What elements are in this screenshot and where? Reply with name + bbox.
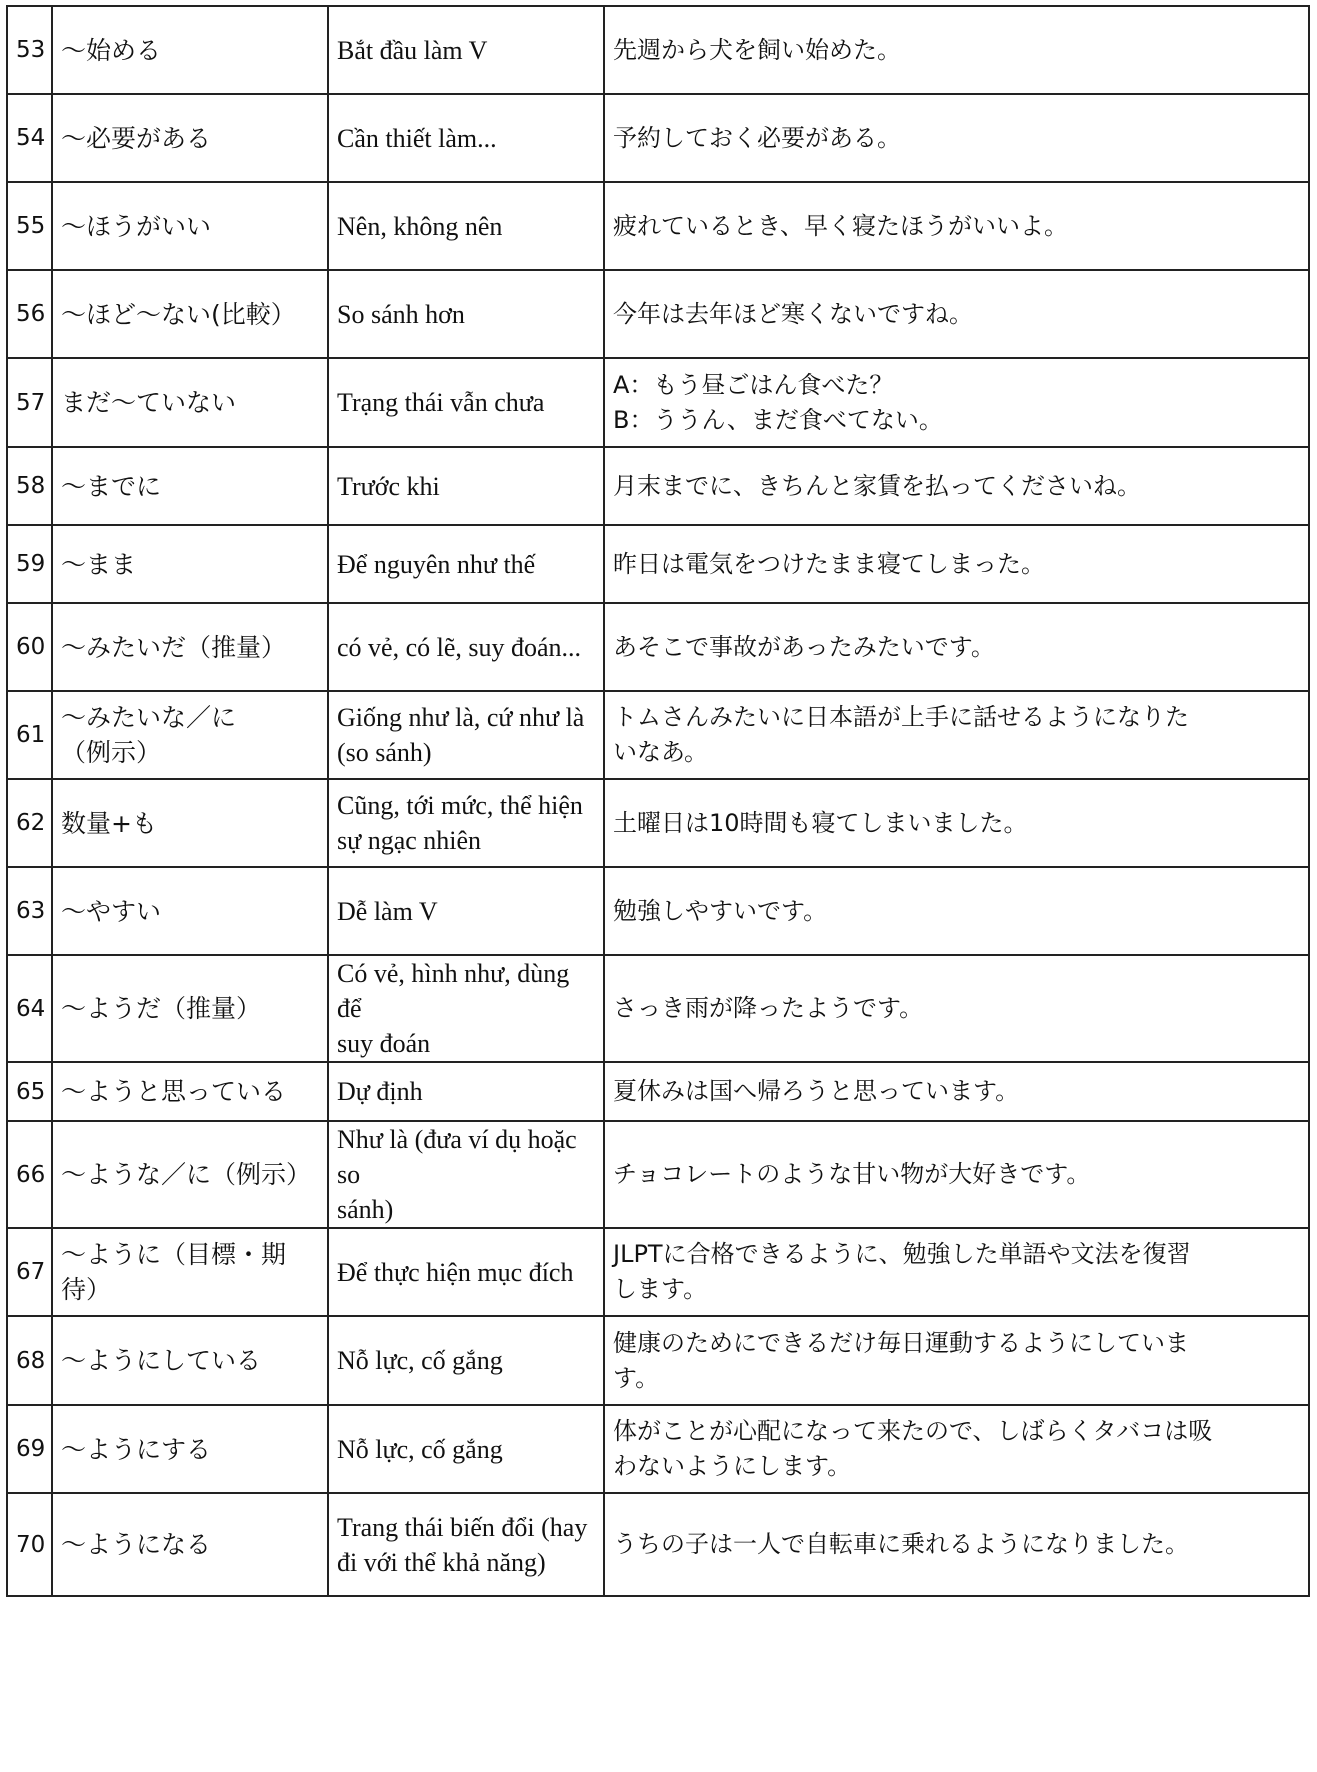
grammar-pattern: [52, 603, 328, 691]
meaning-text: [328, 1316, 604, 1405]
meaning-text-line: Dễ làm V: [337, 896, 438, 926]
meaning-text-line: (so sánh): [337, 738, 432, 767]
row-number: 53: [7, 6, 52, 94]
example-sentence-line: トムさんみたいに日本語が上手に話せるようになりた: [613, 703, 1189, 731]
example-sentence-line: 夏休みは国へ帰ろうと思っています。: [613, 1077, 1020, 1105]
table-row: [7, 447, 1309, 525]
grammar-pattern: [52, 358, 328, 447]
grammar-pattern: [52, 270, 328, 358]
grammar-pattern: [52, 1228, 328, 1316]
grammar-pattern-line: 〜始める: [61, 35, 162, 65]
example-sentence: [604, 603, 1309, 691]
meaning-text: [328, 182, 604, 270]
meaning-text-line: sánh): [337, 1195, 394, 1224]
meaning-text-line: Trạng thái vẫn chưa: [337, 388, 545, 417]
table-row: [7, 1316, 1309, 1405]
example-sentence-line: 月末までに、きちんと家賃を払ってくださいね。: [613, 471, 1141, 500]
grammar-pattern: [52, 779, 328, 867]
meaning-text: [328, 1121, 604, 1228]
grammar-pattern-line: 〜ようにしている: [61, 1346, 262, 1375]
example-sentence-line: す。: [613, 1363, 660, 1392]
meaning-text: [328, 779, 604, 867]
example-sentence: [604, 94, 1309, 182]
table-row: [7, 94, 1309, 182]
example-sentence-line: さっき雨が降ったようです。: [613, 994, 924, 1022]
example-sentence-line: します。: [613, 1275, 708, 1303]
example-sentence-line: JLPTに合格できるように、勉強した単語や文法を復習: [613, 1240, 1191, 1268]
meaning-text-line: Giống như là, cứ như là: [337, 703, 585, 732]
row-number: 57: [7, 358, 52, 447]
example-sentence-line: 今年は去年ほど寒くないですね。: [613, 299, 973, 328]
example-sentence-line: B：ううん、まだ食べてない。: [613, 405, 943, 434]
example-sentence-line: 健康のためにできるだけ毎日運動するようにしていま: [613, 1328, 1189, 1357]
example-sentence: [604, 779, 1309, 867]
meaning-text: [328, 1062, 604, 1121]
row-number: 60: [7, 603, 52, 691]
example-sentence-line: 昨日は電気をつけたまま寝てしまった。: [613, 549, 1045, 578]
meaning-text-line: Cần thiết làm...: [337, 123, 497, 153]
example-sentence-line: 予約しておく必要がある。: [613, 123, 901, 152]
row-number: 65: [7, 1062, 52, 1121]
example-sentence: [604, 691, 1309, 779]
example-sentence: [604, 447, 1309, 525]
example-sentence-line: 勉強しやすいです。: [613, 896, 828, 925]
meaning-text-line: suy đoán: [337, 1029, 431, 1058]
grammar-pattern-line: 〜までに: [61, 471, 162, 501]
grammar-pattern-line: 〜やすい: [61, 896, 162, 926]
example-sentence: [604, 867, 1309, 955]
grammar-table-body: [7, 6, 1309, 1596]
example-sentence-line: A：もう昼ごはん食べた？: [613, 370, 894, 399]
grammar-pattern-line: 〜ようだ（推量）: [61, 994, 262, 1023]
meaning-text: [328, 447, 604, 525]
table-row: [7, 1062, 1309, 1121]
grammar-pattern: [52, 1121, 328, 1228]
example-sentence-line: わないようにします。: [613, 1452, 852, 1480]
table-row: [7, 358, 1309, 447]
grammar-pattern-line: 〜ようと思っている: [61, 1077, 287, 1106]
meaning-text-line: Như là (đưa ví dụ hoặc so: [337, 1125, 577, 1189]
meaning-text: [328, 94, 604, 182]
table-row: [7, 1493, 1309, 1596]
meaning-text: [328, 1228, 604, 1316]
table-row: [7, 603, 1309, 691]
example-sentence: [604, 6, 1309, 94]
meaning-text-line: Bắt đầu làm V: [337, 35, 488, 65]
meaning-text: [328, 867, 604, 955]
example-sentence-line: いなあ。: [613, 738, 709, 766]
table-row: [7, 6, 1309, 94]
row-number: 64: [7, 955, 52, 1062]
table-row: [7, 1121, 1309, 1228]
example-sentence-line: 土曜日は10時間も寝てしまいました。: [613, 808, 1028, 837]
table-row: [7, 1228, 1309, 1316]
grammar-pattern-line: まだ〜ていない: [61, 388, 237, 417]
grammar-pattern: [52, 691, 328, 779]
meaning-text: [328, 691, 604, 779]
example-sentence: [604, 1062, 1309, 1121]
row-number: 55: [7, 182, 52, 270]
meaning-text-line: Nên, không nên: [337, 211, 503, 241]
meaning-text-line: Cũng, tới mức, thể hiện: [337, 791, 583, 820]
row-number: 54: [7, 94, 52, 182]
example-sentence-line: あそこで事故があったみたいです。: [613, 632, 995, 661]
grammar-pattern: [52, 1405, 328, 1493]
grammar-pattern: [52, 94, 328, 182]
example-sentence-line: 体がことが心配になって来たので、しばらくタバコは吸: [613, 1417, 1213, 1445]
grammar-pattern-line: 〜必要がある: [61, 123, 212, 153]
meaning-text-line: Nỗ lực, cố gắng: [337, 1346, 503, 1375]
row-number: 62: [7, 779, 52, 867]
example-sentence: [604, 358, 1309, 447]
example-sentence: [604, 955, 1309, 1062]
grammar-pattern: [52, 1062, 328, 1121]
example-sentence: [604, 525, 1309, 603]
grammar-pattern: [52, 1316, 328, 1405]
meaning-text: [328, 6, 604, 94]
table-row: [7, 955, 1309, 1062]
grammar-pattern-line: 〜ほど〜ない(比較）: [61, 299, 296, 329]
row-number: 63: [7, 867, 52, 955]
example-sentence: [604, 1405, 1309, 1493]
meaning-text-line: Để nguyên như thế: [337, 549, 536, 579]
example-sentence-line: うちの子は一人で自転車に乗れるようになりました。: [613, 1530, 1189, 1558]
meaning-text-line: So sánh hơn: [337, 299, 465, 329]
example-sentence: [604, 182, 1309, 270]
grammar-pattern-line: 〜ほうがいい: [61, 211, 212, 241]
grammar-pattern: [52, 447, 328, 525]
grammar-pattern: [52, 867, 328, 955]
meaning-text-line: Trước khi: [337, 471, 440, 501]
row-number: 67: [7, 1228, 52, 1316]
row-number: 66: [7, 1121, 52, 1228]
meaning-text: [328, 603, 604, 691]
grammar-pattern-line: 〜ような／に（例示）: [61, 1160, 312, 1189]
meaning-text: [328, 525, 604, 603]
meaning-text-line: Dự định: [337, 1077, 423, 1106]
meaning-text-line: Để thực hiện mục đích: [337, 1257, 574, 1287]
table-row: [7, 270, 1309, 358]
table-row: [7, 1405, 1309, 1493]
example-sentence: [604, 1493, 1309, 1596]
meaning-text-line: có vẻ, có lẽ, suy đoán...: [337, 632, 582, 662]
grammar-pattern-line: 〜ようになる: [61, 1530, 212, 1559]
grammar-pattern: [52, 525, 328, 603]
example-sentence: [604, 1121, 1309, 1228]
grammar-pattern: [52, 955, 328, 1062]
meaning-text: [328, 270, 604, 358]
row-number: 58: [7, 447, 52, 525]
example-sentence: [604, 270, 1309, 358]
meaning-text-line: Có vẻ, hình như, dùng để: [337, 959, 570, 1023]
meaning-text: [328, 1405, 604, 1493]
grammar-pattern-line: 〜みたいだ（推量）: [61, 632, 287, 662]
table-row: [7, 525, 1309, 603]
table-row: [7, 779, 1309, 867]
row-number: 59: [7, 525, 52, 603]
grammar-pattern: [52, 1493, 328, 1596]
meaning-text-line: Trang thái biến đổi (hay: [337, 1512, 588, 1542]
example-sentence-line: 先週から犬を飼い始めた。: [613, 35, 901, 64]
table-row: [7, 691, 1309, 779]
grammar-pattern: [52, 6, 328, 94]
grammar-table: [6, 5, 1310, 1597]
meaning-text-line: Nỗ lực, cố gắng: [337, 1434, 503, 1464]
example-sentence: [604, 1228, 1309, 1316]
row-number: 70: [7, 1493, 52, 1596]
row-number: 68: [7, 1316, 52, 1405]
row-number: 69: [7, 1405, 52, 1493]
table-row: [7, 182, 1309, 270]
grammar-pattern-line: 〜みたいな／に: [61, 703, 237, 732]
meaning-text: [328, 1493, 604, 1596]
meaning-text: [328, 358, 604, 447]
meaning-text: [328, 955, 604, 1062]
example-sentence-line: チョコレートのような甘い物が大好きです。: [613, 1160, 1091, 1188]
grammar-pattern-line: （例示）: [61, 738, 162, 767]
table-row: [7, 867, 1309, 955]
row-number: 56: [7, 270, 52, 358]
example-sentence: [604, 1316, 1309, 1405]
meaning-text-line: đi với thể khả năng): [337, 1547, 546, 1577]
grammar-pattern-line: 〜まま: [61, 549, 137, 579]
grammar-pattern-line: 〜ようにする: [61, 1434, 212, 1464]
grammar-pattern-line: 〜ように（目標・期待）: [61, 1240, 287, 1304]
example-sentence-line: 疲れているとき、早く寝たほうがいいよ。: [613, 211, 1069, 240]
meaning-text-line: sự ngạc nhiên: [337, 826, 482, 855]
row-number: 61: [7, 691, 52, 779]
grammar-pattern-line: 数量+も: [61, 808, 157, 838]
grammar-pattern: [52, 182, 328, 270]
